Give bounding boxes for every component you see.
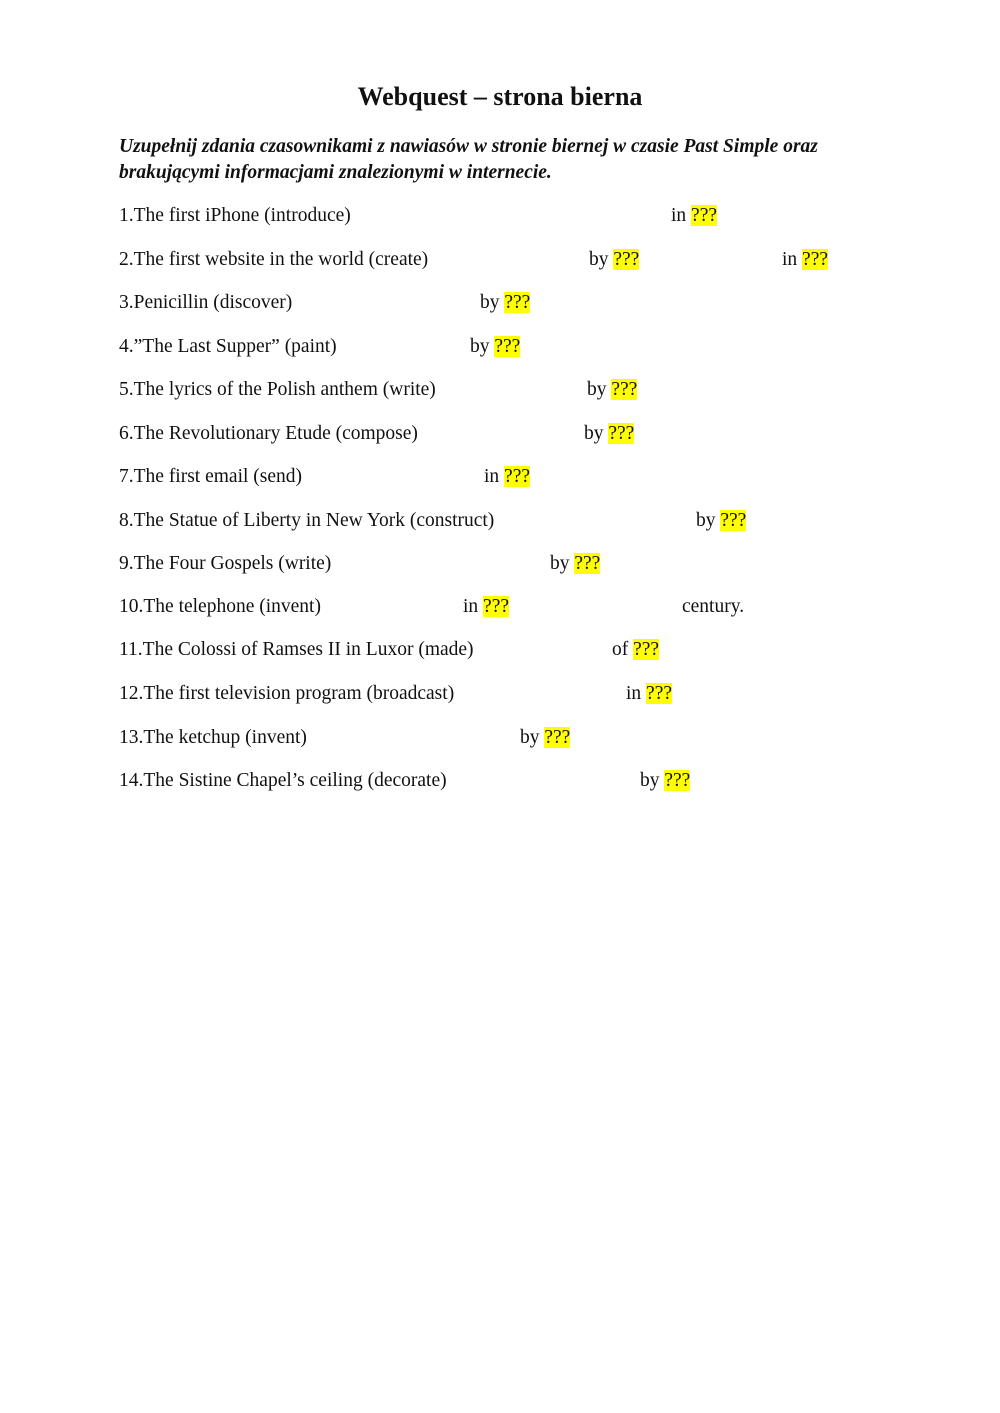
blank-placeholder[interactable]: ???	[504, 466, 531, 487]
sentence-row	[0, 466, 1000, 494]
sentence-row	[0, 553, 1000, 581]
answer-slot	[696, 510, 746, 532]
preposition: in	[671, 205, 692, 226]
answer-slot	[584, 423, 634, 445]
answer-slot	[463, 596, 509, 618]
blank-placeholder[interactable]: ???	[504, 292, 531, 313]
preposition: by	[584, 423, 609, 444]
sentence-text: 6.The Revolutionary Etude (compose)	[119, 423, 418, 444]
preposition: by	[640, 770, 665, 791]
blank-placeholder[interactable]: ???	[544, 727, 571, 748]
preposition: by	[520, 727, 545, 748]
sentence-text: 4.”The Last Supper” (paint)	[119, 336, 337, 357]
blank-placeholder[interactable]: ???	[633, 639, 660, 660]
sentence-text: 13.The ketchup (invent)	[119, 727, 307, 748]
answer-slot	[550, 553, 600, 575]
answer-slot	[484, 466, 530, 488]
sentence-text: 7.The first email (send)	[119, 466, 303, 487]
page-title: Webquest – strona bierna	[357, 82, 643, 111]
sentence-text: 5.The lyrics of the Polish anthem (write)	[119, 379, 436, 400]
answer-slot	[480, 292, 530, 314]
sentence-row	[0, 249, 1000, 277]
blank-placeholder[interactable]: ???	[611, 379, 638, 400]
answer-slot	[589, 249, 639, 271]
preposition: by	[550, 553, 575, 574]
sentence-text: 2.The first website in the world (create)	[119, 249, 429, 270]
blank-placeholder[interactable]: ???	[574, 553, 601, 574]
sentence-row	[0, 596, 1000, 624]
preposition: by	[480, 292, 505, 313]
sentence-row	[0, 770, 1000, 798]
sentence-row	[0, 727, 1000, 755]
preposition: of	[612, 639, 634, 660]
preposition: in	[463, 596, 484, 617]
sentence-text: 11.The Colossi of Ramses II in Luxor (made)	[119, 639, 474, 660]
sentence-text: 1.The first iPhone (introduce)	[119, 205, 351, 226]
preposition: by	[696, 510, 721, 531]
blank-placeholder[interactable]: ???	[494, 336, 521, 357]
blank-placeholder[interactable]: ???	[802, 249, 829, 270]
blank-placeholder[interactable]: ???	[608, 423, 635, 444]
blank-placeholder[interactable]: ???	[720, 510, 747, 531]
answer-slot	[782, 249, 828, 271]
preposition: by	[587, 379, 612, 400]
answer-slot	[520, 727, 570, 749]
instructions: Uzupełnij zdania czasownikami z nawiasów w stronie biernej w czasie Past Simple oraz brakującymi informacjami znalezionymi w internecie.	[119, 136, 818, 183]
answer-slot	[640, 770, 690, 792]
blank-placeholder[interactable]: ???	[664, 770, 691, 791]
sentence-text: 10.The telephone (invent)	[119, 596, 321, 617]
sentence-row	[0, 510, 1000, 538]
sentence-row	[0, 423, 1000, 451]
sentence-text: 12.The first television program (broadcast)	[119, 683, 455, 704]
answer-slot	[671, 205, 717, 227]
answer-slot	[612, 639, 659, 661]
blank-placeholder[interactable]: ???	[483, 596, 510, 617]
answer-slot	[626, 683, 672, 705]
sentence-text: 9.The Four Gospels (write)	[119, 553, 332, 574]
sentence-row	[0, 292, 1000, 320]
preposition: in	[484, 466, 505, 487]
preposition: in	[782, 249, 803, 270]
sentence-row	[0, 205, 1000, 233]
sentence-row	[0, 683, 1000, 711]
sentence-row	[0, 336, 1000, 364]
answer-slot	[587, 379, 637, 401]
sentence-suffix: century.	[682, 596, 745, 617]
blank-placeholder[interactable]: ???	[646, 683, 673, 704]
blank-placeholder[interactable]: ???	[691, 205, 718, 226]
answer-slot	[470, 336, 520, 358]
sentence-text: 14.The Sistine Chapel’s ceiling (decorate)	[119, 770, 447, 791]
sentence-row	[0, 379, 1000, 407]
preposition: by	[470, 336, 495, 357]
preposition: by	[589, 249, 614, 270]
blank-placeholder[interactable]: ???	[613, 249, 640, 270]
preposition: in	[626, 683, 647, 704]
sentence-text: 8.The Statue of Liberty in New York (construct)	[119, 510, 495, 531]
sentence-row	[0, 639, 1000, 667]
sentence-text: 3.Penicillin (discover)	[119, 292, 293, 313]
